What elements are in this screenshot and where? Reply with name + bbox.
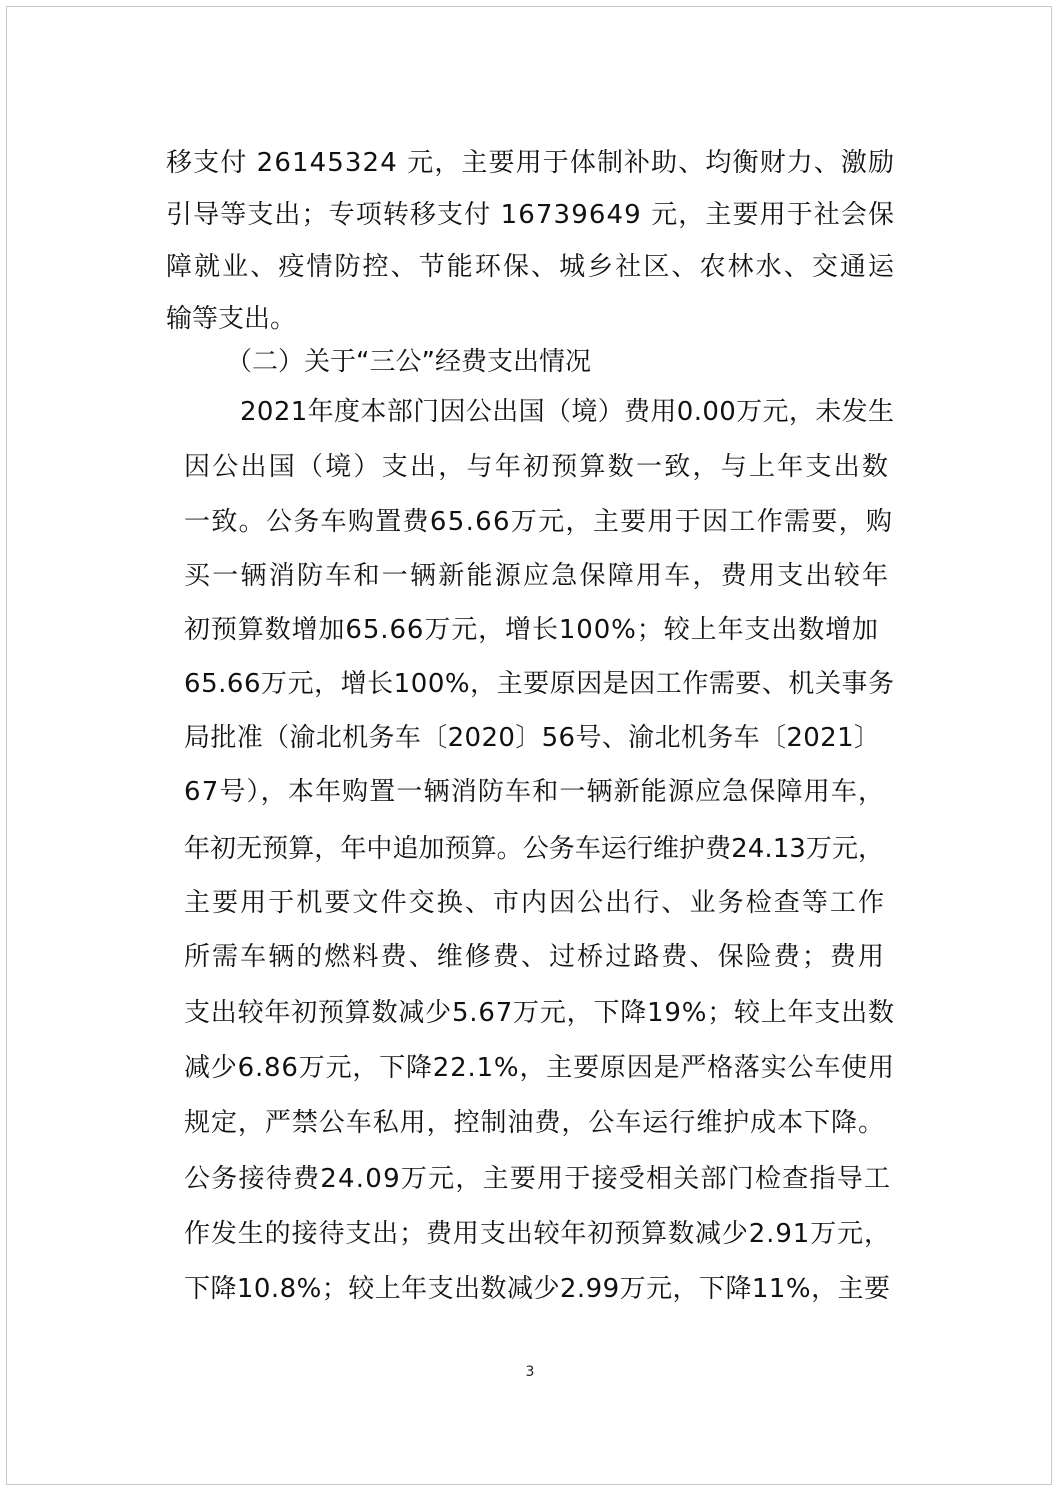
paragraph-line: 规定，严禁公车私用，控制油费，公车运行维护成本下降。 — [184, 1108, 885, 1138]
paragraph-line: 因公出国（境）支出，与年初预算数一致，与上年支出数 — [184, 452, 891, 482]
paragraph-line: 65.66万元，增长100%，主要原因是因工作需要、机关事务 — [184, 669, 895, 699]
paragraph-line: 公务接待费24.09万元，主要用于接受相关部门检查指导工 — [184, 1164, 892, 1194]
page-number: 3 — [525, 1364, 535, 1380]
paragraph-line: 局批准（渝北机务车〔2020〕56号、渝北机务车〔2021〕 — [184, 723, 881, 753]
paragraph-line: 初预算数增加65.66万元，增长100%；较上年支出数增加 — [184, 615, 879, 645]
paragraph-line: 2021年度本部门因公出国（境）费用0.00万元，未发生 — [240, 397, 895, 427]
paragraph-line: 下降10.8%；较上年支出数减少2.99万元，下降11%，主要 — [184, 1274, 891, 1304]
paragraph-line: 一致。公务车购置费65.66万元，主要用于因工作需要，购 — [184, 507, 894, 537]
paragraph-line: 67号），本年购置一辆消防车和一辆新能源应急保障用车， — [184, 777, 886, 807]
paragraph-line: 主要用于机要文件交换、市内因公出行、业务检查等工作 — [184, 888, 887, 918]
paragraph-line: 引导等支出；专项转移支付 16739649 元，主要用于社会保 — [166, 200, 896, 230]
paragraph-line: 年初无预算，年中追加预算。公务车运行维护费24.13万元， — [184, 834, 885, 864]
paragraph-line: 所需车辆的燃料费、维修费、过桥过路费、保险费；费用 — [184, 942, 887, 972]
paragraph-line: 作发生的接待支出；费用支出较年初预算数减少2.91万元， — [184, 1219, 891, 1249]
paragraph-line: 输等支出。 — [166, 304, 297, 334]
paragraph-line: 障就业、疫情防控、节能环保、城乡社区、农林水、交通运 — [166, 252, 897, 282]
paragraph-line: 买一辆消防车和一辆新能源应急保障用车，费用支出较年 — [184, 561, 891, 591]
paragraph-line: 支出较年初预算数减少5.67万元，下降19%；较上年支出数 — [184, 998, 895, 1028]
paragraph-line: 减少6.86万元，下降22.1%，主要原因是严格落实公车使用 — [184, 1053, 895, 1083]
section-heading: （二）关于“三公”经费支出情况 — [226, 347, 591, 377]
paragraph-line: 移支付 26145324 元，主要用于体制补助、均衡财力、激励 — [166, 148, 896, 178]
